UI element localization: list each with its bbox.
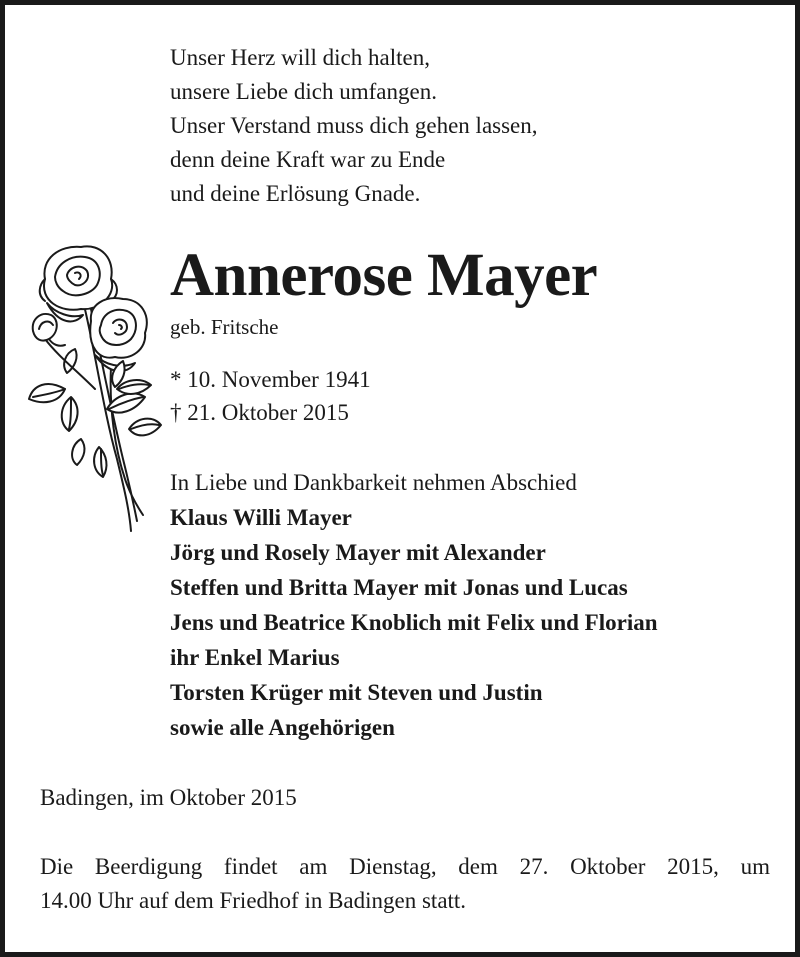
mourner: Jörg und Rosely Mayer mit Alexander (170, 540, 546, 565)
poem-line: und deine Erlösung Gnade. (170, 181, 421, 206)
death-date: † 21. Oktober 2015 (170, 400, 349, 425)
mourner: Steffen und Britta Mayer mit Jonas und Lucas (170, 575, 628, 600)
funeral-line: 14.00 Uhr auf dem Friedhof in Badingen statt. (40, 888, 467, 913)
mourner: ihr Enkel Marius (170, 645, 340, 670)
mourners-list (170, 500, 658, 745)
poem-line: Unser Herz will dich halten, (170, 45, 430, 70)
poem-line: Unser Verstand muss dich gehen lassen, (170, 113, 538, 138)
mourner: sowie alle Angehörigen (170, 715, 395, 740)
maiden-name: geb. Fritsche (170, 315, 279, 339)
farewell-line: In Liebe und Dankbarkeit nehmen Abschied (170, 470, 577, 495)
deceased-name: Annerose Mayer (170, 242, 598, 309)
birth-date: * 10. November 1941 (170, 367, 371, 392)
place-and-date: Badingen, im Oktober 2015 (40, 785, 297, 810)
poem-line: denn deine Kraft war zu Ende (170, 147, 446, 172)
funeral-info (40, 850, 770, 918)
funeral-line: Die Beerdigung findet am Dienstag, dem 27. Oktober 2015, um (40, 854, 770, 879)
roses-icon (25, 239, 167, 539)
poem-line: unsere Liebe dich umfangen. (170, 79, 437, 104)
poem (170, 41, 538, 211)
life-dates (170, 363, 371, 429)
mourner: Torsten Krüger mit Steven und Justin (170, 680, 543, 705)
mourner: Klaus Willi Mayer (170, 505, 352, 530)
mourner: Jens und Beatrice Knoblich mit Felix und Florian (170, 610, 658, 635)
